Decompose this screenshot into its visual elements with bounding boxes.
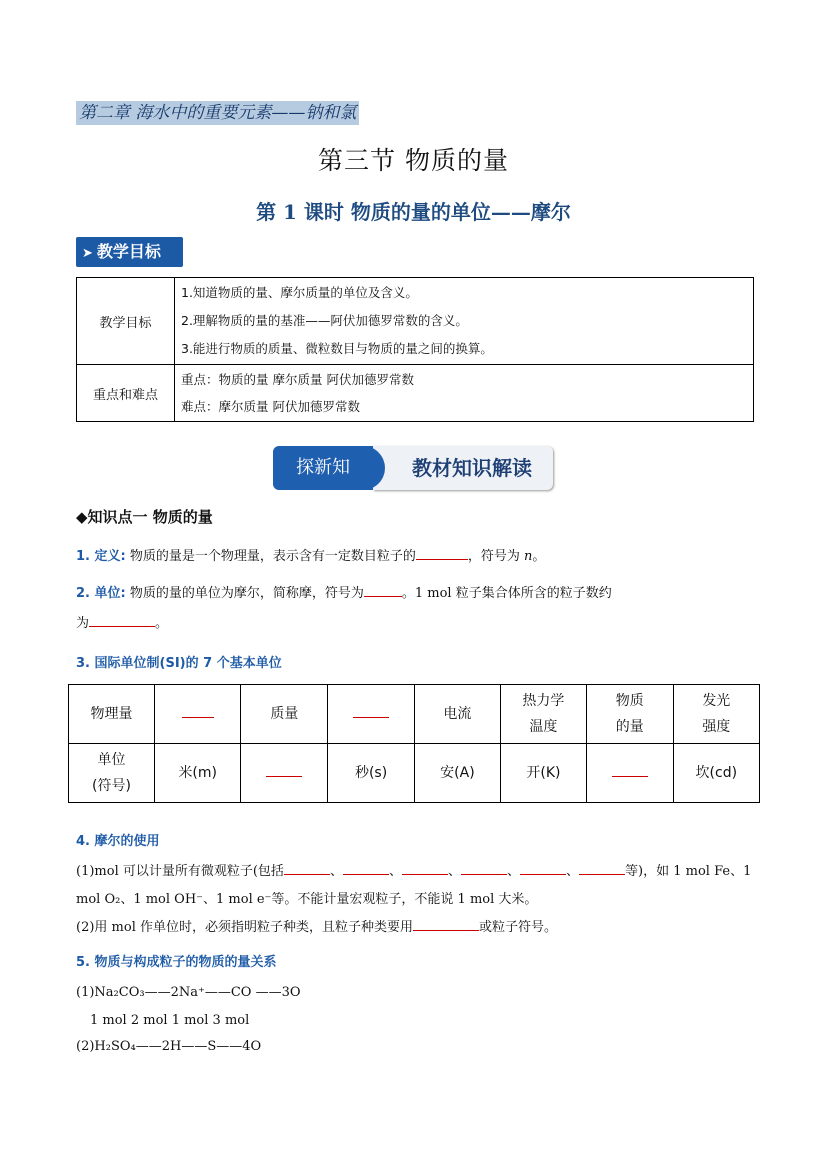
si-cell: 秒(s) bbox=[328, 744, 415, 803]
separator: 、 bbox=[566, 864, 580, 879]
item-number: 2. 单位: bbox=[76, 586, 126, 601]
si-cell: 物理量 bbox=[69, 685, 155, 744]
text: 为 bbox=[76, 616, 90, 631]
answer-blank[interactable] bbox=[353, 716, 389, 718]
text: 。 bbox=[532, 549, 546, 564]
goal-line: 1.知道物质的量、摩尔质量的单位及含义。 bbox=[181, 285, 418, 300]
unit-paragraph bbox=[76, 579, 756, 639]
banner-left: 探新知 bbox=[273, 446, 373, 490]
answer-blank[interactable] bbox=[182, 716, 214, 718]
text: (1)mol 可以计量所有微观粒子(包括 bbox=[76, 864, 284, 879]
si-cell: 开(K) bbox=[500, 744, 586, 803]
answer-blank[interactable] bbox=[416, 558, 468, 560]
focus-row-body bbox=[175, 365, 754, 422]
mole-usage-line-3 bbox=[76, 914, 557, 941]
text: 。1 mol 粒子集合体所含的粒子数约 bbox=[401, 586, 612, 601]
answer-blank[interactable] bbox=[402, 873, 448, 875]
si-cell: 单位 (符号) bbox=[69, 744, 155, 803]
si-cell: 发光 强度 bbox=[673, 685, 759, 744]
table-row bbox=[69, 685, 760, 744]
si-cell-blank bbox=[241, 744, 328, 803]
answer-blank[interactable] bbox=[413, 929, 479, 931]
si-cell: 质量 bbox=[241, 685, 328, 744]
answer-blank[interactable] bbox=[89, 625, 155, 627]
si-units-table bbox=[68, 684, 760, 803]
table-row bbox=[69, 744, 760, 803]
answer-blank[interactable] bbox=[284, 873, 330, 875]
relation-line-2: 1 mol 2 mol 1 mol 3 mol bbox=[90, 1013, 250, 1028]
goal-line: 2.理解物质的量的基准——阿伏加德罗常数的含义。 bbox=[181, 313, 468, 328]
chapter-label: 第二章 海水中的重要元素——钠和氯 bbox=[76, 101, 359, 125]
answer-blank[interactable] bbox=[266, 775, 302, 777]
si-cell-blank bbox=[154, 685, 241, 744]
si-cell: 热力学 温度 bbox=[500, 685, 586, 744]
answer-blank[interactable] bbox=[579, 873, 625, 875]
answer-blank[interactable] bbox=[364, 595, 402, 597]
mole-usage-heading: 4. 摩尔的使用 bbox=[76, 834, 160, 849]
si-cell: 坎(cd) bbox=[673, 744, 759, 803]
text: 等)，如 1 mol Fe、1 bbox=[625, 864, 752, 879]
knowledge-point-title: ◆知识点一 物质的量 bbox=[76, 508, 213, 526]
separator: 、 bbox=[447, 864, 461, 879]
relation-line-3: (2)H₂SO₄——2H——S——4O bbox=[76, 1039, 262, 1054]
si-cell: 物质 的量 bbox=[586, 685, 673, 744]
definition-paragraph bbox=[76, 542, 756, 572]
answer-blank[interactable] bbox=[461, 873, 507, 875]
text: 物质的量的单位为摩尔，简称摩，符号为 bbox=[125, 586, 364, 601]
banner-right bbox=[373, 446, 553, 490]
text: ，符号为 bbox=[467, 549, 524, 564]
table-row bbox=[77, 278, 754, 365]
lesson-title: 第 1 课时 物质的量的单位——摩尔 bbox=[256, 200, 571, 224]
arrow-right-icon: ➤ bbox=[82, 246, 93, 261]
symbol: n bbox=[524, 549, 533, 564]
relation-line-1: (1)Na₂CO₃——2Na⁺——CO ——3O bbox=[76, 985, 301, 1000]
goal-line: 3.能进行物质的质量、微粒数目与物质的量之间的换算。 bbox=[181, 341, 493, 356]
answer-blank[interactable] bbox=[520, 873, 566, 875]
goals-row-head: 教学目标 bbox=[77, 278, 175, 365]
goals-tag bbox=[76, 237, 183, 267]
answer-blank[interactable] bbox=[612, 775, 648, 777]
si-cell: 安(A) bbox=[414, 744, 500, 803]
si-cell: 电流 bbox=[414, 685, 500, 744]
mole-usage-line-1 bbox=[76, 858, 751, 885]
item-number: 1. 定义: bbox=[76, 549, 126, 564]
answer-blank[interactable] bbox=[343, 873, 389, 875]
goals-row-body bbox=[175, 278, 754, 365]
mole-usage-line-2: mol O₂、1 mol OH⁻、1 mol e⁻等。不能计量宏观粒子，不能说 1 mol 大米。 bbox=[76, 892, 538, 907]
section-banner bbox=[273, 446, 553, 490]
text: (2)用 mol 作单位时，必须指明粒子种类，且粒子种类要用 bbox=[76, 920, 413, 935]
banner-right-label: 教材知识解读 bbox=[412, 456, 532, 480]
text: 。 bbox=[155, 616, 169, 631]
si-cell: 米(m) bbox=[154, 744, 241, 803]
table-row bbox=[77, 365, 754, 422]
separator: 、 bbox=[329, 864, 343, 879]
text: 或粒子符号。 bbox=[479, 920, 558, 935]
goals-tag-label: 教学目标 bbox=[96, 242, 161, 261]
section-title: 第三节 物质的量 bbox=[318, 146, 509, 175]
focus-row-head: 重点和难点 bbox=[77, 365, 175, 422]
text: 物质的量是一个物理量，表示含有一定数目粒子的 bbox=[125, 549, 416, 564]
goals-table bbox=[76, 277, 754, 422]
relation-heading: 5. 物质与构成粒子的物质的量关系 bbox=[76, 955, 277, 970]
si-heading: 3. 国际单位制(SI)的 7 个基本单位 bbox=[76, 656, 282, 671]
si-cell-blank bbox=[586, 744, 673, 803]
separator: 、 bbox=[506, 864, 520, 879]
difficulty-line: 难点：摩尔质量 阿伏加德罗常数 bbox=[181, 399, 360, 414]
si-cell-blank bbox=[328, 685, 415, 744]
separator: 、 bbox=[388, 864, 402, 879]
focus-line: 重点：物质的量 摩尔质量 阿伏加德罗常数 bbox=[181, 372, 414, 387]
